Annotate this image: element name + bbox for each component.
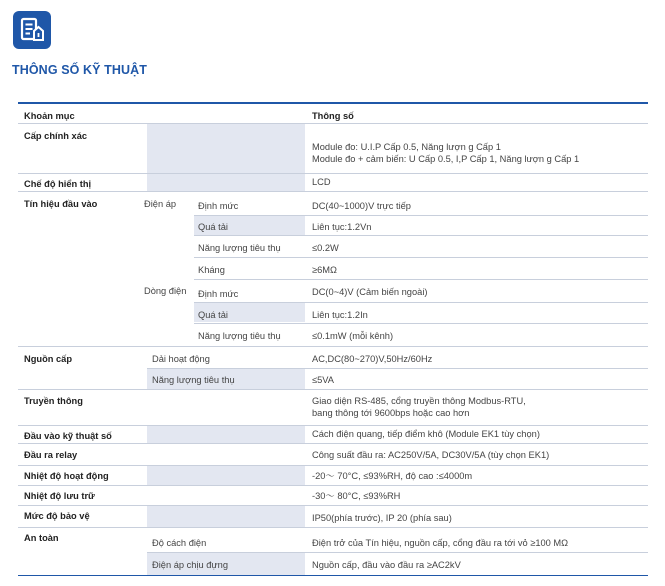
row-label: Mức độ bảo vệ	[24, 511, 90, 521]
table-row	[18, 174, 648, 192]
sub-label: Điện áp chịu đựng	[152, 560, 229, 570]
sub-value: ≤0.1mW (mỗi kênh)	[312, 331, 394, 341]
row-value: LCD	[312, 177, 331, 187]
row-value: Module đo: U.I.P Cấp 0.5, Năng lượn g Cấp 1	[312, 142, 501, 152]
sub-value: ≥6MΩ	[312, 265, 337, 275]
row-value: Công suất đầu ra: AC250V/5A, DC30V/5A (tùy chọn EK1)	[312, 450, 550, 460]
table-row-group	[18, 347, 648, 390]
row-value: Module đo + cảm biến: U Cấp 0.5, I,P Cấp 1, Năng lượn g Cấp 1	[312, 154, 580, 164]
table-row	[18, 506, 648, 528]
sub-label: Quá tải	[198, 310, 228, 320]
sub-value: Nguồn cấp, đầu vào đầu ra ≥AC2kV	[312, 560, 461, 570]
header-value: Thông số	[312, 111, 354, 121]
sub-label: Năng lượng tiêu thụ	[198, 243, 281, 253]
table-row-group	[18, 192, 648, 347]
table-row-group	[18, 528, 648, 576]
row-label: Cấp chính xác	[24, 131, 88, 141]
row-label: Nguồn cấp	[24, 354, 73, 364]
table-row	[18, 124, 648, 174]
row-value: Giao diện RS-485, cổng truyền thông Modbus-RTU,	[312, 396, 526, 406]
table-header	[18, 106, 648, 124]
group-label: Dòng điện	[144, 286, 187, 296]
table-row	[18, 444, 648, 466]
sub-label: Dải hoạt động	[152, 354, 210, 364]
sub-value: Liên tục:1.2Vn	[312, 222, 372, 232]
sub-value: AC,DC(80~270)V,50Hz/60Hz	[312, 354, 433, 364]
page-title: THÔNG SỐ KỸ THUẬT	[12, 63, 148, 77]
row-label: Đầu ra relay	[24, 450, 78, 460]
row-label: Tín hiệu đầu vào	[24, 199, 98, 209]
table-top-rule	[18, 102, 648, 104]
header-item: Khoản mục	[24, 111, 75, 121]
group-label: Điện áp	[144, 199, 177, 209]
row-label: Nhiệt độ lưu trữ	[24, 491, 95, 501]
document-list-icon	[13, 11, 51, 49]
sub-label: Kháng	[198, 265, 225, 275]
row-label: An toàn	[24, 533, 59, 543]
row-label: Đầu vào kỹ thuật số	[24, 431, 112, 441]
table-row	[18, 466, 648, 486]
sub-label: Độ cách điện	[152, 538, 207, 548]
sub-label: Quá tải	[198, 222, 228, 232]
row-value: Cách điện quang, tiếp điểm khô (Module EK1 tùy chọn)	[312, 429, 540, 439]
sub-label: Năng lượng tiêu thụ	[152, 375, 235, 385]
row-value: bang thông tới 9600bps hoặc cao hơn	[312, 408, 470, 418]
table-row	[18, 486, 648, 506]
row-label: Truyền thông	[24, 396, 83, 406]
sub-value: Điện trở của Tín hiệu, nguồn cấp, cổng đầu ra tới vỏ ≥100 MΩ	[312, 538, 569, 548]
row-value: -30～ 80°C, ≤93%RH	[312, 491, 401, 501]
sub-label: Định mức	[198, 289, 239, 299]
table-row	[18, 426, 648, 444]
table-row	[18, 390, 648, 426]
row-label: Chế độ hiển thị	[24, 179, 92, 189]
sub-value: DC(0~4)V (Cảm biến ngoài)	[312, 287, 428, 297]
sub-label: Năng lượng tiêu thụ	[198, 331, 281, 341]
row-label: Nhiệt độ hoạt động	[24, 471, 109, 481]
sub-label: Định mức	[198, 201, 239, 211]
sub-value: DC(40~1000)V trực tiếp	[312, 201, 411, 211]
row-value: -20～ 70°C, ≤93%RH, độ cao :≤4000m	[312, 471, 473, 481]
sub-value: Liên tục:1.2In	[312, 310, 368, 320]
row-value: IP50(phía trước), IP 20 (phía sau)	[312, 513, 452, 523]
sub-value: ≤0.2W	[312, 243, 339, 253]
sub-value: ≤5VA	[312, 375, 334, 385]
